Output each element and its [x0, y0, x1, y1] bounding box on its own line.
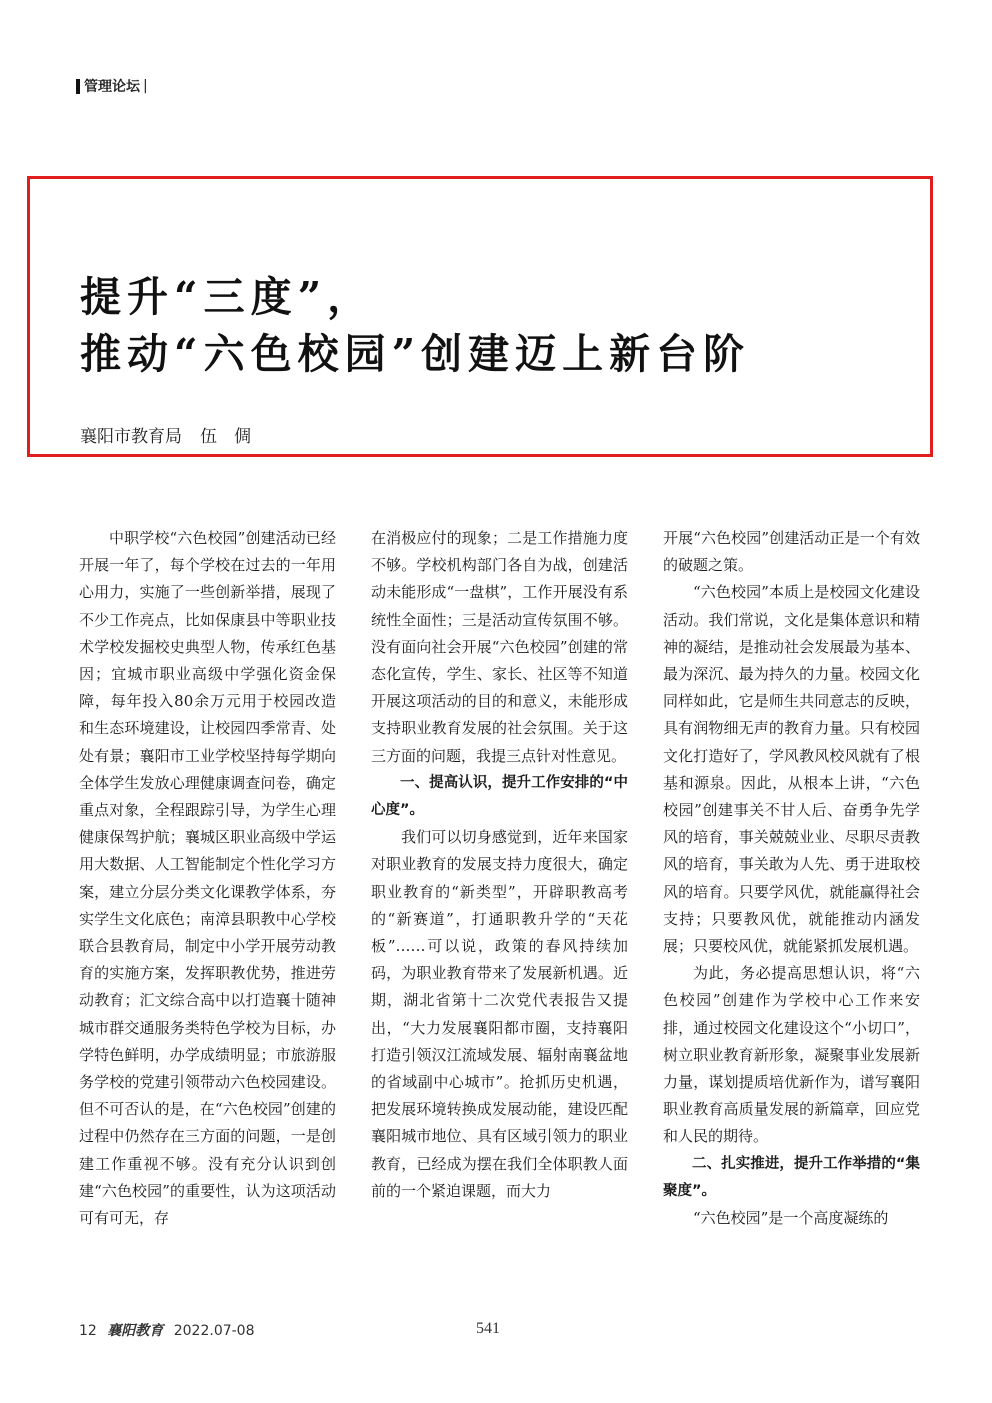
footer-page: 12 [79, 1323, 97, 1339]
text-column-1 [79, 525, 336, 1232]
paragraph: “六色校园”是一个高度凝练的 [693, 1209, 889, 1228]
section-heading: 二、扎实推进，提升工作举措的“集聚度”。 [663, 1155, 920, 1199]
author-line [80, 422, 251, 447]
text-column-2 [371, 525, 628, 1205]
footer [79, 1320, 255, 1340]
section-heading: 一、提高认识，提升工作安排的“中心度”。 [371, 774, 628, 819]
paragraph: 在消极应付的现象；二是工作措施力度不够。学校机构部门各自为战，创建活动未能形成“一盘棋”，工作开展没有系统性全面性；三是活动宣传氛围不够。没有面向社会开展“六色校园”创建的常态化宣传，学生、家长、社区等不知道开展这项活动的目的和意义，未能形成支持职业教育发展的社会氛围。关于这三方面的问题，我提三点针对性意见。 [371, 529, 628, 765]
paragraph: 开展“六色校园”创建活动正是一个有效的破题之策。 [663, 529, 920, 575]
text-column-3 [663, 525, 920, 1232]
author-org: 襄阳市教育局 [80, 427, 182, 447]
section-label: 管理论坛 [84, 79, 140, 95]
author-name: 伍 倜 [200, 427, 251, 447]
section-end-mark: | [143, 78, 148, 94]
paragraph: 中职学校“六色校园”创建活动已经开展一年了，每个学校在过去的一年用心用力，实施了一些创新举措，展现了不少工作亮点，比如保康县中等职业技术学校发掘校史典型人物，传承红色基因；宜城市职业高级中学强化资金保障，每年投入80余万元用于校园改造和生态环境建设，让校园四季常青、处处有景；襄阳市工业学校坚持每学期向全体学生发放心理健康调查问卷，确定重点对象，全程跟踪引导，为学生心理健康保驾护航；襄城区职业高级中学运用大数据、人工智能制定个性化学习方案，建立分层分类文化课教学体系，夯实学生文化底色；南漳县职教中心学校联合县教育局，制定中小学开展劳动教育的实施方案，发挥职教优势，推进劳动教育；汇文综合高中以打造襄十随神城市群交通服务类特色学校为目标，办学特色鲜明，办学成绩明显；市旅游服务学校的党建引领带动六色校园建设。但不可否认的是，在“六色校园”创建的过程中仍然存在三方面的问题，一是创建工作重视不够。没有充分认识到创建“六色校园”的重要性，认为这项活动可有可无，存 [79, 529, 336, 1228]
footer-magazine: 襄阳教育 [107, 1323, 164, 1339]
section-tag [76, 76, 148, 96]
paragraph: 为此，务必提高思想认识，将“六色校园”创建作为学校中心工作来安排，通过校园文化建设这个“小切口”，树立职业教育新形象，凝聚事业发展新力量，谋划提质培优新作为，谱写襄阳职业教育高质量发展的新篇章，回应党和人民的期待。 [663, 964, 920, 1146]
title-line-2: 推动“六色校园”创建迈上新台阶 [80, 330, 751, 378]
paragraph: 我们可以切身感觉到，近年来国家对职业教育的发展支持力度很大，确定职业教育的“新类型”，开辟职教高考的“新赛道”，打通职教升学的“天花板”……可以说，政策的春风持续加码，为职业教育带来了发展新机遇。近期，湖北省第十二次党代表报告又提出，“大力发展襄阳都市圈，支持襄阳打造引领汉江流域发展、辐射南襄盆地的省域副中心城市”。抢抓历史机遇，把发展环境转换成发展动能，建设匹配襄阳城市地位、具有区域引领力的职业教育，已经成为摆在我们全体职教人面前的一个紧迫课题，而大力 [371, 828, 628, 1200]
footer-issue: 2022.07-08 [173, 1323, 255, 1339]
paragraph: “六色校园”本质上是校园文化建设活动。我们常说，文化是集体意识和精神的凝结，是推动社会发展最为基本、最为深沉、最为持久的力量。校园文化同样如此，它是师生共同意志的反映，具有润物细无声的教育力量。只有校园文化打造好了，学风教风校风就有了根基和源泉。因此，从根本上讲，“六色校园”创建事关不甘人后、奋勇争先学风的培育，事关兢兢业业、尽职尽责教风的培育，事关敢为人先、勇于进取校风的培育。只要学风优，就能赢得社会支持；只要教风优，就能推动内涵发展；只要校风优，就能紧抓发展机遇。 [663, 583, 920, 956]
title-line-1: 提升“三度”， [80, 273, 375, 321]
title-box [27, 176, 933, 457]
section-bar [76, 79, 80, 94]
page-number: 541 [476, 1320, 500, 1337]
